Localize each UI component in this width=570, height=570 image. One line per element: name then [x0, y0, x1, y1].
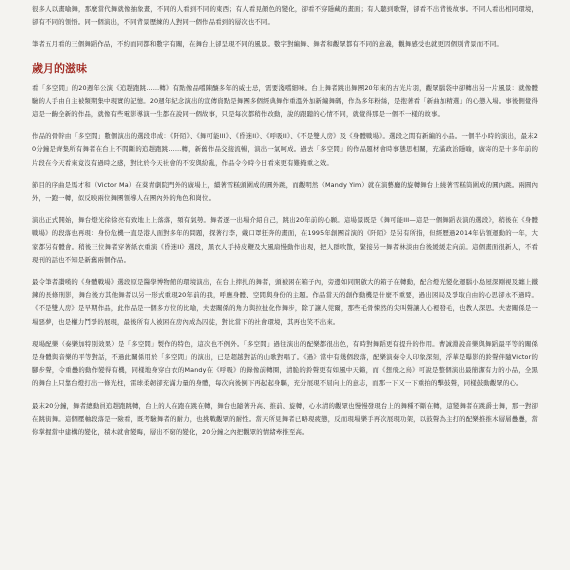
intro-paragraph-2: 筆者五月看的三個舞蹈作品，不約而同都和數字有關，在舞台上卻呈現不同的風景。數字對編舞、舞者和觀眾都有不同的意義，觀舞感受也就更因個別背景而不同。	[32, 40, 503, 49]
body-paragraph-1: 看「多空間」的20週年公演《追趕跑跳……轉》有點像品嚐陳釀多年的威士忌，需要淺嚐細味。台上舞者跳出舞團20年來的古光片羽，觀眾腦袋中卻轉出另一片風景：就像體驗的人手由自主被類期集中現實的記憶。20週年紀念演出的宣傳資點是舞團多個經典舞作重溫外加新編舞碼，作為多年粉絲，是抱著看「新曲加精選」的心態入場。事後側覺得這是一齣全新的作品，就像有些電影導演一生都在說同一個故事，只是每次都稍作改動，說的跟聽的心情不同，就覺得那是一個不一樣的故事。	[32, 83, 538, 119]
body-paragraph-6: 現場配樂（奏樂加特別效果）是「多空間」製作的特色，這次也不例外。「多空間」過往演出的配樂都很出色，有時對舞蹈更有提升的作用。曹誠淵說音樂與舞蹈最平等的關係是身體與音樂的平等對話，不過此關係用於「多空間」的演出，已是超越對話的山歌對唱了。《過》當中有幾個段落，配樂演奏令人印象深刻，浮華是曝影的鈴聲伴隨Victor的腳步聲，令重疊的動作變得有機，同樣地身穿白衣的Mandy在《呼吸》的錄像前轉圈，清脆的鈴聲更有如風中天籟，而《想飛之鳥》可說是整個演出最簡潔有力的小品，全黑的舞台上只靠台燈打出一條光柱，雷球柔韌卻充滿力量的身體，每次向後倒下再起起身驅，充分展現不屈向上的意志，而那一下又一下重拍的擊鼓聲，同樣鼓動觀眾的心。	[32, 339, 538, 388]
body-paragraph-3: 節目的序曲是馬才和（Victor Ma）在葵青劇院門外的廣場上，續著雪糕頭圍成的圓外跳，而觀明然（Mandy Yim）就在演藝廳的旋轉舞台上繞著雪糕筒圍成的圓內跳。兩圓內外，一跑一轉，似反映兩位舞團領導人在團內外的角色和崗位。	[32, 180, 538, 203]
body-paragraph-4: 演出正式開始，舞台燈光徐徐亮有致地上上落落，頻有氣勢。舞者逐一出場介紹自己，跳出20年前的心願。這場景既是《舞可能III—這是一個舞蹈表演的選段》，稍後在《身體戰場》的段落也再現：身份危機一直是港人面對多年的問題，探著行李，戴口罩狂奔的畫面，在1995年創團首演的《阡陌》是另有所指，但經歷過2014年佔領運動的一年，大家都另有體會。稍後三位舞者穿著紙衣重演《昏迷II》選段，黑衣人手持皮鞭及大風扇慢動作出現，把人群吹散，緊接另一舞者林淡由台後緩緩走向前。這個畫面很新人，不看現刊的話也不知是新舊兩個作品。	[32, 216, 538, 264]
intro-paragraph-1: 很多人以畫喻舞，那麼當代舞就像抽象畫，不同的人看到不同的東西；有人看見顏色的變化，卻看不穿隱藏的畫面；有人聽到歌聲，卻看不出背後故事。不同人看出相同環境，卻有不同的領悟。同一個演出，不同背景歷練的人對同一個作品看到的層次也不同。	[32, 5, 538, 27]
body-paragraph-5: 最令筆者讚嘆的《身體戰場》選段原是醫學博物館的環境演出，在台上摔扎的舞者，頭被困在箱子內，旁邊如同開啟大的箱子在轉動，配合燈光變化運腦小島屋深剛視及纏上鐵鍊的長條刑影，舞台後方其他舞者以另一形式重現20年前的我，呼應身體、空間與身份的主題。作品當天的創作動機是什麼不重要，過出困局及爭取自由的心思卻永不過時。《不是雙人房》是早期作品，此作品是一個多方位的比喻，夫妻關係的角力與拉扯化作舞步，除了讓人莞爾，那些毛骨悚然的尖叫聲讓人心裡發毛，也教人深思。夫妻關係是一場惡夢，也是權力鬥爭的展現，最後所有人被困在房內成為囚徒，對比當下的社會環境，其再也笑不出來。	[32, 278, 538, 326]
body-paragraph-7: 最末20分鐘，舞者總動員追趕跑跳轉，台上的人在跑在跳在轉，舞台也隨著升高、推前、旋轉，心水清的觀眾也慢慢發現台上的舞種不斷在轉，這變舞者在跳爵士舞，那一對卻在跳街舞。這個壓軸段落是一險看，既考驗舞者的耐力，也挑戰觀眾的耐性。當天所見舞者已略現疲態，反而現場樂手再次展現功架，以鼓聲為主打的配樂推推木層層疊疊，當你掌握當中建構的變化，積木就會變晦，層出不窮的變化，20分鐘之內把觀眾的情緒牽推至高。	[32, 401, 538, 437]
body-paragraph-2: 作品的骨幹由「多空間」數個演出的選段串成：《阡陌》、《舞可能III》、《昏迷II》、《呼吸II》、《不是雙人房》及《身體戰場》。選段之間有新編的小品。一個半小時的演出，最末20分鐘是齊集所有舞者在台上不間斷的追趕跑跳……轉，新舊作品交接流暢，演出一氣呵成。過去「多空間」的作品題材會時事態思相關，充滿政治隱喻，廣寄的是十多年前的片段在今天看來竟沒有過時之感，對比於今天社會的不安與紛亂，作品令今時今日看來更有難掩重之效。	[32, 132, 538, 167]
section-heading: 歲月的滋味	[32, 61, 87, 75]
